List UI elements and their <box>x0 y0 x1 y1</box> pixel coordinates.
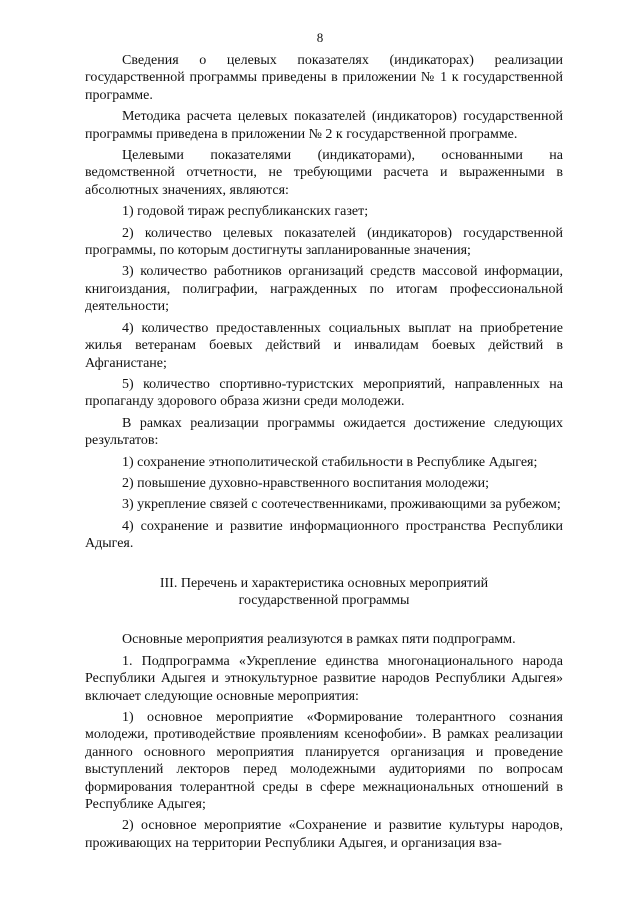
indicator-item: 1) годовой тираж республиканских газет; <box>122 204 369 220</box>
paragraph: 1) основное мероприятие «Формирование толерантного сознания молодежи, противодействие проявлениям ксенофобии». В рамках реализации данного основного мероприятия планируется организация и проведение выступлений лекторов перед молодежными аудиториями по вопросам формирования толерантной среды в сфере межнациональных отношений в Республике Адыгея; <box>85 710 563 813</box>
paragraph: Основные мероприятия реализуются в рамках пяти подпрограмм. <box>122 632 516 648</box>
document-body <box>85 52 563 852</box>
indicator-item: 4) количество предоставленных социальных выплат на приобретение жилья ветеранам боевых действий и инвалидам боевых действий в Афганистане; <box>85 320 563 371</box>
result-item: 1) сохранение этнополитической стабильности в Республике Адыгея; <box>122 454 538 470</box>
paragraph: Сведения о целевых показателях (индикаторах) реализации государственной программы приведены в приложении № 1 к государственной программе. <box>85 53 563 103</box>
paragraph: 2) основное мероприятие «Сохранение и развитие культуры народов, проживающих на территории Республики Адыгея, и организация вза- <box>85 818 563 851</box>
result-item: 2) повышение духовно-нравственного воспитания молодежи; <box>122 475 490 491</box>
result-item: 3) укрепление связей с соотечественниками, проживающими за рубежом; <box>122 497 561 513</box>
paragraph: 1. Подпрограмма «Укрепление единства многонационального народа Республики Адыгея и этнокультурное развитие народов Республики Адыгея» включает следующие основные мероприятия: <box>85 653 563 704</box>
result-item: 4) сохранение и развитие информационного пространства Республики Адыгея. <box>85 518 563 552</box>
indicator-item: 3) количество работников организаций средств массовой информации, книгоиздания, полиграфии, награжденных по итогам профессиональной деятельности; <box>85 264 563 315</box>
section-heading-line: III. Перечень и характеристика основных мероприятий <box>159 575 489 591</box>
paragraph: Методика расчета целевых показателей (индикаторов) государственной программы приведена в приложении № 2 к государственной программе. <box>85 109 563 142</box>
page-number: 8 <box>316 30 324 45</box>
section-heading <box>85 575 563 610</box>
section-heading-line: государственной программы <box>238 592 410 608</box>
indicator-item: 5) количество спортивно-туристских мероприятий, направленных на пропаганду здорового образа жизни среди молодежи. <box>85 376 563 410</box>
paragraph: Целевыми показателями (индикаторами), основанными на ведомственной отчетности, не требующими расчета и выраженными в абсолютных значениях, являются: <box>85 148 563 198</box>
paragraph: В рамках реализации программы ожидается достижение следующих результатов: <box>85 415 563 449</box>
indicator-item: 2) количество целевых показателей (индикаторов) государственной программы, по которым достигнуты запланированные значения; <box>85 225 563 259</box>
